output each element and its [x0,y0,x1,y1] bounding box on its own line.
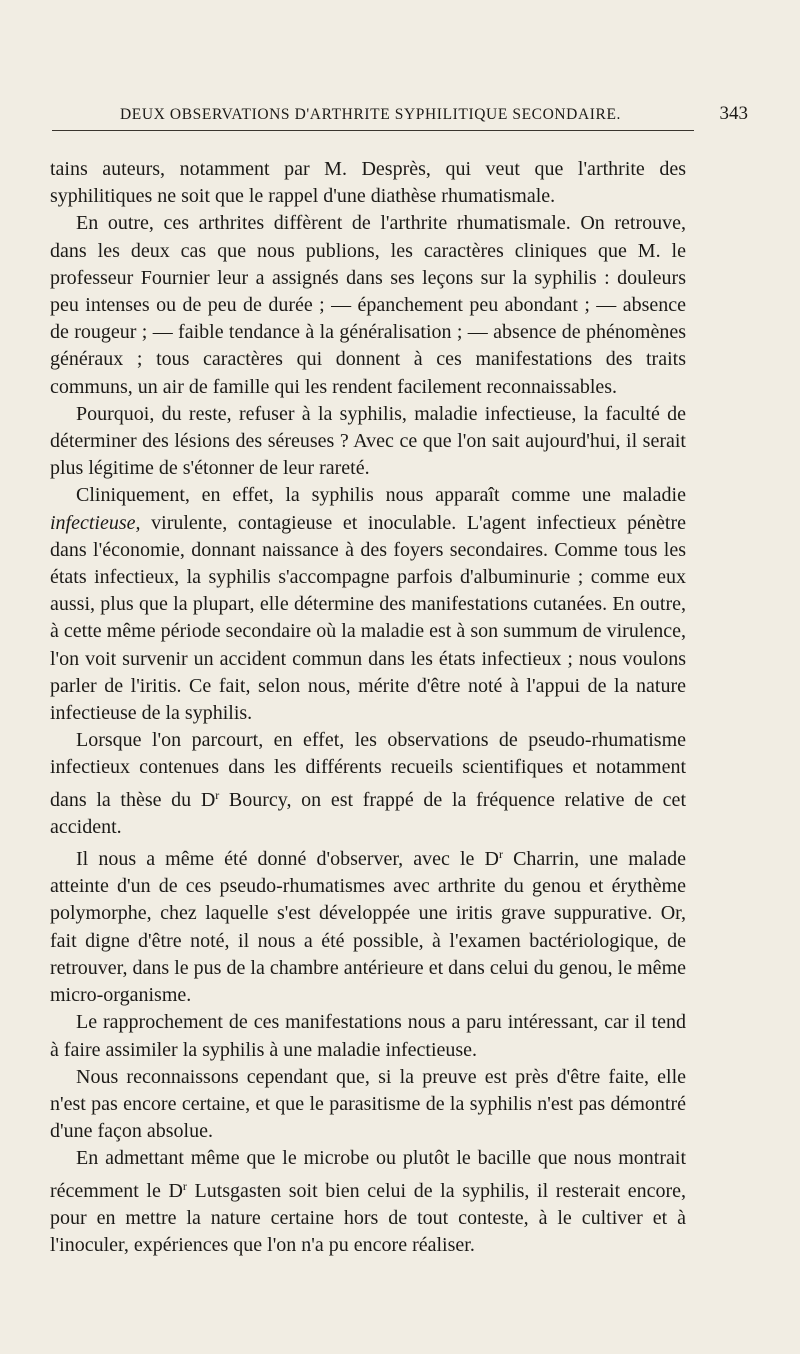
running-title: DEUX OBSERVATIONS D'ARTHRITE SYPHILITIQUE SECONDAIRE. [120,106,622,123]
superscript-r: r [498,847,503,862]
body-text [50,156,686,1259]
italic-term: infectieuse, [50,511,141,534]
paragraph-5-start: Lorsque l'on parcourt, en effet, les observations de pseudo-rhumatisme infectieux contenues dans les différents recueils scientifiques et notamment dans la thèse du D [50,729,686,811]
paragraph-8: Nous reconnaissons cependant que, si la preuve est près d'être faite, elle n'est pas encore certaine, et que le parasitisme de la syphilis n'est pas démontré d'une façon absolue. [50,1065,686,1143]
paragraph-5-rest: Bourcy, on est frappé de la fréquence relative de cet accident. [50,788,686,838]
running-head [50,103,750,132]
paragraph-3: Pourquoi, du reste, refuser à la syphilis, maladie infectieuse, la faculté de déterminer des lésions des séreuses ? Avec ce que l'on sait aujourd'hui, il serait plus légitime de s'étonner de leur rareté. [50,402,686,480]
paragraph-6 [50,841,686,1009]
header-rule [52,130,694,131]
paragraph-4-start: Cliniquement, en effet, la syphilis nous apparaît comme une maladie [76,484,686,507]
paragraph-6-start: Il nous a même été donné d'observer, avec le D [76,848,499,871]
superscript-r: r [215,787,220,802]
superscript-r: r [182,1178,187,1193]
paragraph-7: Le rapprochement de ces manifestations nous a paru intéressant, car il tend à faire assimiler la syphilis à une maladie infectieuse. [50,1011,686,1061]
paragraph-6-rest: Charrin, une malade atteinte d'un de ces pseudo-rhumatismes avec arthrite du genou et érythème polymorphe, chez laquelle s'est développée une iritis grave suppurative. Or, fait digne d'être noté, il nous a été possible, à l'examen bactériologique, de retrouver, dans le pus de la chambre antérieure et dans celui du genou, le même micro-organisme. [50,848,686,1007]
paragraph-9-start: En admettant même que le microbe ou plutôt le bacille que nous montrait récemment le D [50,1147,686,1202]
paragraph-9 [50,1145,686,1259]
paragraph-2: En outre, ces arthrites diffèrent de l'arthrite rhumatismale. On retrouve, dans les deux cas que nous publions, les caractères cliniques que M. le professeur Fournier leur a assignés dans ses leçons sur la syphilis : douleurs peu intenses ou de peu de durée ; — épanchement peu abondant ; — absence de rougeur ; — faible tendance à la généralisation ; — absence de phénomènes généraux ; tous caractères qui donnent à ces manifestations des traits communs, un air de famille qui les rendent facilement reconnaissables. [50,212,686,398]
paragraph-1: tains auteurs, notamment par M. Desprès, qui veut que l'arthrite des syphilitiques ne soit que le rappel d'une diathèse rhumatismale. [50,158,686,208]
paragraph-9-rest: Lutsgasten soit bien celui de la syphilis, il resterait encore, pour en mettre la nature certaine hors de tout conteste, à le cultiver et à l'inoculer, expériences que l'on n'a pu encore réaliser. [50,1179,687,1256]
paragraph-5 [50,727,686,841]
paragraph-4-rest: virulente, contagieuse et inoculable. L'agent infectieux pénètre dans l'économie, donnant naissance à des foyers secondaires. Comme tous les états infectieux, la syphilis s'accompagne parfois d'albuminurie ; comme eux aussi, plus que la plupart, elle détermine des manifestations cutanées. En outre, à cette même période secondaire où la maladie est à son summum de virulence, l'on voit survenir un accident commun dans les états infectieux ; nous voulons parler de l'iritis. Ce fait, selon nous, mérite d'être noté à l'appui de la nature infectieuse de la syphilis. [50,511,686,725]
page-number: 343 [719,103,748,124]
paragraph-4 [50,482,686,727]
